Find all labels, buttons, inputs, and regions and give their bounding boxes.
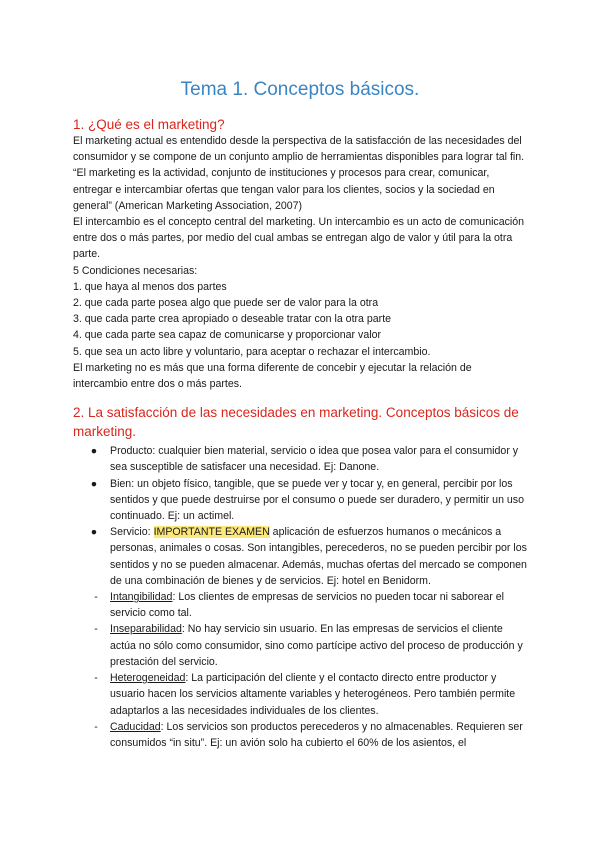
list-item-text: : Los servicios son productos perecederos y no almacenables. Requieren ser consumidos “in situ”. Ej: un avión solo ha cubierto el 60% de los asientos, el bbox=[110, 720, 523, 749]
condition-3: 3. que cada parte crea apropiado o deseable tratar con la otra parte bbox=[73, 313, 392, 326]
list-item-text: aplicación de esfuerzos humanos o mecánicos a personas, animales o cosas. Son intangibles, perecederos, no se pueden percibir por los sentidos y no se pueden almacenar. Además, muchas ofertas del mercado se componen de una combinación de bienes y de servicios. Ej: hotel en Benidorm. bbox=[110, 526, 527, 587]
condition-5: 5. que sea un acto libre y voluntario, para aceptar o rechazar el intercambio. bbox=[73, 345, 431, 358]
condition-2: 2. que cada parte posea algo que puede ser de valor para la otra bbox=[73, 297, 379, 310]
list-item-intangibilidad bbox=[73, 589, 527, 621]
document-title: Tema 1. Conceptos básicos. bbox=[180, 79, 420, 100]
section-1-paragraph-exchange: El intercambio es el concepto central del marketing. Un intercambio es un acto de comunicación entre dos o más partes, por medio del cual ambas se entregan algo de valor y útil para la otra parte. bbox=[73, 216, 525, 261]
bullet-icon: ● bbox=[90, 445, 98, 458]
list-item-heterogeneidad bbox=[73, 670, 527, 719]
conditions-heading: 5 Condiciones necesarias: bbox=[73, 264, 198, 277]
highlighted-note: IMPORTANTE EXAMEN bbox=[153, 526, 270, 539]
condition-4: 4. que cada parte sea capaz de comunicarse y proporcionar valor bbox=[73, 329, 381, 342]
condition-1: 1. que haya al menos dos partes bbox=[73, 280, 227, 293]
concepts-list bbox=[73, 443, 527, 751]
list-item-text: Producto: cualquier bien material, servicio o idea que posea valor para el consumidor y sea susceptible de satisfacer una necesidad. Ej: Danone. bbox=[110, 445, 519, 474]
list-item-term: Caducidad bbox=[110, 720, 161, 733]
section-1-heading: 1. ¿Qué es el marketing? bbox=[73, 117, 225, 132]
list-item-term: Inseparabilidad bbox=[110, 623, 182, 636]
dash-icon: - bbox=[94, 591, 98, 604]
section-1-paragraph-intro: El marketing actual es entendido desde la perspectiva de la satisfacción de las necesidades del consumidor y se compone de un conjunto amplio de herramientas disponibles para lograr tal fin. bbox=[73, 135, 525, 164]
list-item-text: : La participación del cliente y el contacto directo entre productor y usuario hacen los servicios altamente variables y heterogéneos. Pero también permite adaptarlos a las necesidades individuales de los clientes. bbox=[110, 672, 516, 717]
list-item-producto bbox=[73, 443, 527, 475]
dash-icon: - bbox=[94, 672, 98, 685]
list-item-term: Intangibilidad bbox=[110, 591, 173, 604]
list-item-text: Bien: un objeto físico, tangible, que se puede ver y tocar y, en general, percibir por los sentidos y que puede destruirse por el consumo o puede ser duradero, y permitir un uso continuado. Ej: un actimel. bbox=[110, 477, 524, 523]
list-item-caducidad bbox=[73, 719, 527, 751]
dash-icon: - bbox=[94, 720, 98, 733]
bullet-icon: ● bbox=[90, 526, 98, 539]
section-1-paragraph-conclusion: El marketing no es más que una forma diferente de concebir y ejecutar la relación de intercambio entre dos o más partes. bbox=[73, 361, 472, 391]
list-item-text: : Los clientes de empresas de servicios no pueden tocar ni saborear el servicio como tal. bbox=[110, 591, 504, 620]
list-item-text: : No hay servicio sin usuario. En las empresas de servicios el cliente actúa no sólo como consumidor, sino como partícipe activo del proceso de producción y prestación del servicio. bbox=[110, 623, 523, 668]
dash-icon: - bbox=[94, 623, 98, 636]
list-item-inseparabilidad bbox=[73, 621, 527, 670]
section-2-heading: 2. La satisfacción de las necesidades en marketing. Conceptos básicos de marketing. bbox=[73, 405, 519, 440]
section-1-paragraph-definition: “El marketing es la actividad, conjunto de instituciones y procesos para crear, comunicar, entregar e intercambiar ofertas que tengan valor para los clientes, socios y la sociedad en general” (American Marketing Association, 2007) bbox=[73, 167, 495, 212]
bullet-icon: ● bbox=[90, 477, 98, 490]
list-item-servicio bbox=[73, 524, 527, 589]
list-item-lead: Servicio: bbox=[110, 526, 154, 539]
list-item-term: Heterogeneidad bbox=[110, 672, 186, 685]
list-item-bien bbox=[73, 476, 527, 525]
